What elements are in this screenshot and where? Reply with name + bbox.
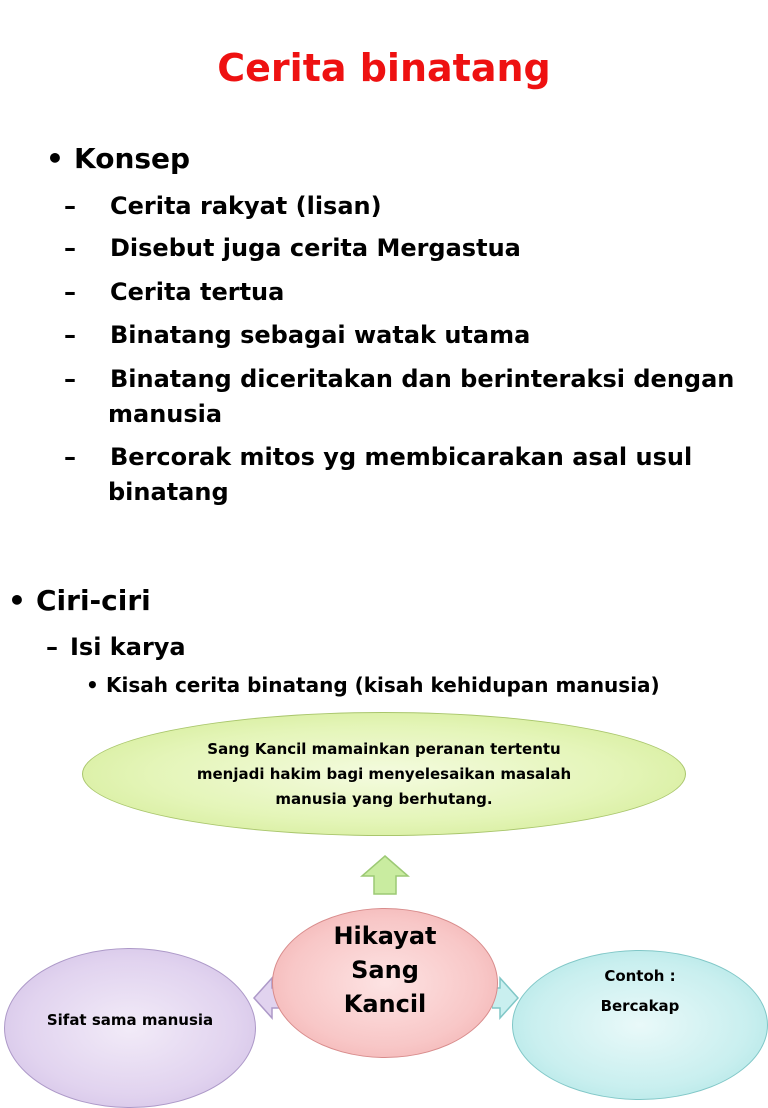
bullet-dot: • [86,673,99,697]
list-item: – Binatang diceritakan dan berinteraksi dengan manusia [86,362,748,432]
center-ellipse-text: Hikayat Sang Kancil [333,922,437,1018]
dash-marker: – [64,443,76,471]
bullet-dot: • [8,584,26,617]
list-item: – Disebut juga cerita Mergastua [86,231,748,266]
list-item: – Cerita rakyat (lisan) [86,189,748,224]
dash-marker: – [46,633,58,661]
section-heading: Konsep [74,142,191,175]
section-heading: Ciri-ciri [36,584,151,617]
right-ellipse-text: Contoh : Bercakap [600,967,680,1015]
left-ellipse [4,948,256,1108]
dash-marker: – [64,278,76,306]
right-ellipse [512,950,768,1100]
list-item: – Bercorak mitos yg membicarakan asal usul binatang [86,440,748,510]
dash-marker: – [64,365,76,393]
up-arrow-icon [358,854,412,896]
list-item: – Cerita tertua [86,275,748,310]
sub-sub-item: • Kisah cerita binatang (kisah kehidupan manusia) [86,673,660,697]
slide-title: Cerita binatang [217,46,551,90]
top-ellipse-text: Sang Kancil mamainkan peranan tertentu menjadi hakim bagi menyelesaikan masalah manusia yang berhutang. [196,739,572,808]
sub-item: – Isi karya [46,630,186,665]
dash-marker: – [64,234,76,262]
list-item: – Binatang sebagai watak utama [86,318,748,353]
bullet-dot: • [46,142,64,175]
dash-marker: – [64,321,76,349]
left-ellipse-text: Sifat sama manusia [46,1011,214,1029]
section-ciri-ciri [8,584,151,617]
dash-marker: – [64,192,76,220]
center-ellipse [272,908,498,1058]
section-konsep [46,142,190,175]
top-ellipse [82,712,686,836]
